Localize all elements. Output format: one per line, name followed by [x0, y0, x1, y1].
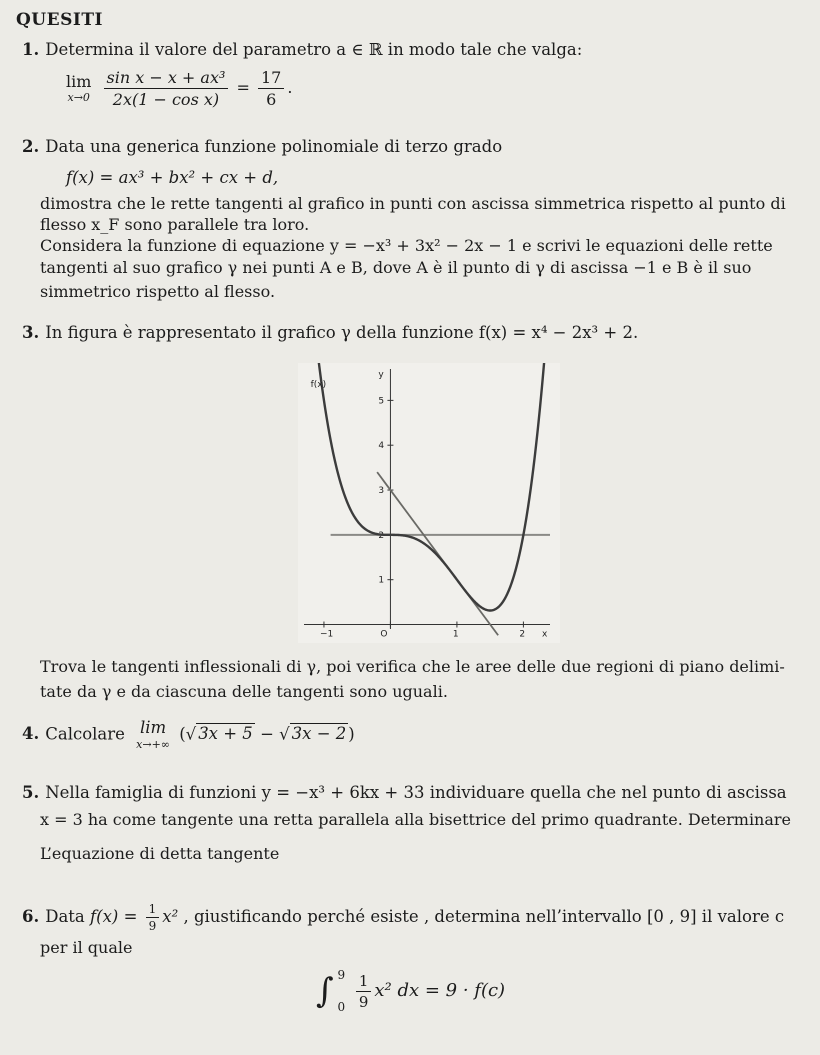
- question-2-prompt: [22, 137, 502, 156]
- question-5-text-line: x = 3 ha come tangente una retta parallela alla bisettrice del primo quadrante. Determinare: [40, 810, 792, 829]
- x-axis-label: x: [542, 629, 548, 640]
- limit-operator: lim x→+∞: [136, 718, 170, 751]
- sqrt-term-2: 3x − 2: [291, 724, 347, 744]
- question-5-text-line: L’equazione di detta tangente: [40, 844, 280, 863]
- y-tick-label: 2: [378, 530, 385, 541]
- y-axis-label: y: [378, 370, 384, 380]
- question-number: 5.: [22, 783, 40, 802]
- graph-axes: [304, 369, 550, 629]
- question-2-formula: f(x) = ax³ + bx² + cx + d,: [66, 168, 279, 187]
- limit-fraction: $\frac{\text{sin x − x + ax³}}{\text{2x(1 − cos x)}}$: [104, 68, 229, 109]
- question-2-text-line: tangenti al suo grafico γ nei punti A e B, dove A è il punto di γ di ascissa −1 e B è il suo: [40, 258, 752, 277]
- question-number: 6.: [22, 907, 40, 926]
- sqrt-term-1: 3x + 5: [198, 724, 253, 744]
- question-number: 2.: [22, 137, 40, 156]
- integral-sign: ∫: [316, 971, 334, 1011]
- coefficient-fraction: $\frac{1}{9}$: [146, 902, 160, 933]
- question-text: Nella famiglia di funzioni y = −x³ + 6kx + 33 individuare quella che nel punto di ascissa: [45, 783, 787, 802]
- question-6-text-line: per il quale: [40, 938, 133, 957]
- question-2-text-line: Considera la funzione di equazione y = −x³ + 3x² − 2x − 1 e scrivi le equazioni delle rette: [40, 236, 773, 255]
- page-title: QUESITI: [16, 10, 103, 30]
- y-tick-label: 3: [378, 486, 385, 497]
- x-tick-label: 1: [452, 629, 459, 640]
- question-2-text-line: simmetrico rispetto al flesso.: [40, 282, 276, 301]
- integral-bounds: 9 0: [337, 968, 346, 1014]
- question-6-prompt: 6. Data f(x) = $\frac{1}{9}$ x² , giustificando perché esiste , determina nell’intervallo [0 , 9] il valore c: [22, 902, 785, 933]
- question-3-text-line: Trova le tangenti inflessionali di γ, poi verifica che le aree delle due regioni di piano delimi-: [40, 657, 785, 676]
- question-2-text-line: dimostra che le rette tangenti al grafico in punti con ascissa simmetrica rispetto al punto di: [40, 194, 786, 213]
- y-tick-label: 1: [378, 575, 385, 586]
- question-3-prompt: [22, 323, 638, 342]
- question-1-prompt: [22, 40, 582, 59]
- question-text: Calcolare: [45, 724, 125, 744]
- x-tick-label: 2: [519, 629, 526, 640]
- integral-equation: ∫ 9 0 $\frac{1}{9}$ x² dx = 9 · f(c): [316, 968, 506, 1014]
- integrand-coefficient: $\frac{1}{9}$: [356, 972, 372, 1011]
- question-text: In figura è rappresentato il grafico γ della funzione f(x) = x⁴ − 2x³ + 2.: [45, 323, 639, 342]
- function-graph: [298, 363, 560, 643]
- function-graph-svg: [298, 363, 560, 643]
- question-1-formula: lim x→0 $\frac{\text{sin x − x + ax³}}{\text{2x(1 − cos x)}}$ = $\frac{17}{6}$ .: [66, 68, 293, 109]
- question-text: Determina il valore del parametro a ∈ ℝ in modo tale che valga:: [45, 40, 583, 59]
- question-number: 4.: [22, 724, 40, 744]
- tangent-line-oblique: [377, 472, 498, 635]
- y-tick-label: 5: [378, 396, 385, 407]
- question-5-prompt: [22, 783, 787, 802]
- question-3-text-line: tate da γ e da ciascuna delle tangenti sono uguali.: [40, 682, 448, 701]
- x-tick-label: −1: [319, 629, 334, 640]
- question-number: 3.: [22, 323, 40, 342]
- y-tick-label: 4: [378, 441, 385, 452]
- limit-operator: lim x→0: [66, 72, 92, 104]
- limit-value: $\frac{17}{6}$: [258, 68, 284, 109]
- curve-label: f(x): [310, 379, 327, 390]
- question-2-text-line: flesso x_F sono parallele tra loro.: [40, 215, 310, 234]
- question-4-prompt: 4. Calcolare lim x→+∞ (√ 3x + 5 − √ 3x − 2 ): [22, 718, 355, 751]
- function-curve: [318, 363, 545, 611]
- question-text: Data una generica funzione polinomiale di terzo grado: [45, 137, 503, 156]
- x-tick-label: O: [380, 629, 388, 640]
- question-number: 1.: [22, 40, 40, 59]
